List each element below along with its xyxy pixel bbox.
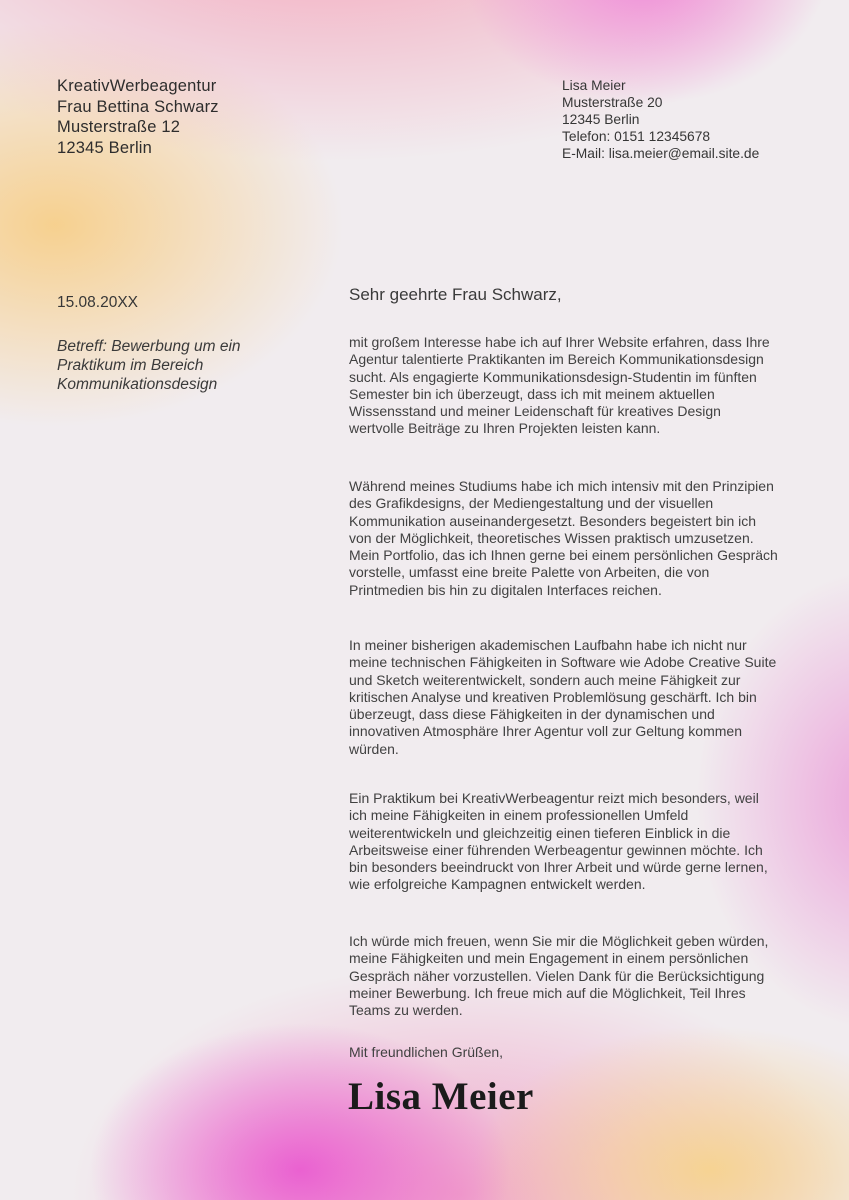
sender-phone: Telefon: 0151 12345678 bbox=[562, 128, 711, 144]
letter-date: 15.08.20XX bbox=[57, 294, 139, 311]
sender-street: Musterstraße 20 bbox=[562, 94, 663, 110]
closing-formula: Mit freundlichen Grüßen, bbox=[349, 1044, 504, 1060]
body-paragraph-1: mit großem Interesse habe ich auf Ihrer Website erfahren, dass Ihre Agentur talentierte Praktikanten im Bereich Kommunikationsdesign sucht. Als engagierte Kommunikationsdesign-Studentin im fünften Semester bin ich überzeugt, dass ich mit meinem aktuellen Wissensstand und meiner Leidenschaft für kreatives Design wertvolle Beiträge zu Ihren Projekten leisten kann. bbox=[349, 334, 770, 437]
recipient-street: Musterstraße 12 bbox=[57, 118, 181, 136]
body-paragraph-4: Ein Praktikum bei KreativWerbeagentur reizt mich besonders, weil ich meine Fähigkeiten in einem professionellen Umfeld weiterentwickeln und gleichzeitig einen tieferen Einblick in die Arbeitsweise einer führenden Werbeagentur gewinnen möchte. Ich bin besonders beeindruckt von Ihrer Arbeit und würde gerne lernen, wie erfolgreiche Kampagnen entwickelt werden. bbox=[349, 790, 768, 893]
subject-line: Betreff: Bewerbung um ein Praktikum im Bereich Kommunikationsdesign bbox=[57, 338, 241, 393]
body-paragraph-5: Ich würde mich freuen, wenn Sie mir die Möglichkeit geben würden, meine Fähigkeiten und mein Engagement in einem persönlichen Gespräch näher vorzustellen. Vielen Dank für die Berücksichtigung meiner Bewerbung. Ich freue mich auf die Möglichkeit, Teil Ihres Teams zu werden. bbox=[349, 933, 769, 1019]
sender-name: Lisa Meier bbox=[562, 78, 626, 93]
sender-email: E-Mail: lisa.meier@email.site.de bbox=[562, 145, 760, 161]
recipient-city: 12345 Berlin bbox=[57, 138, 153, 157]
sender-contact-block bbox=[562, 78, 759, 163]
body-paragraph-2: Während meines Studiums habe ich mich intensiv mit den Prinzipien des Grafikdesigns, der Mediengestaltung und der visuellen Kommunikation auseinandergesetzt. Besonders begeistert bin ich von der Möglichkeit, theoretisches Wissen praktisch umzusetzen. Mein Portfolio, das ich Ihnen gerne bei einem persönlichen Gespräch vorstelle, umfasst eine breite Palette von Arbeiten, die von Printmedien bis hin zu digitalen Interfaces reichen. bbox=[349, 478, 778, 598]
body-paragraph-3: In meiner bisherigen akademischen Laufbahn habe ich nicht nur meine technischen Fähigkeiten in Software wie Adobe Creative Suite und Sketch weiterentwickelt, sondern auch meine Fähigkeit zur kritischen Analyse und kreativen Problemlösung geschärft. Ich bin überzeugt, dass diese Fähigkeiten in der dynamischen und innovativen Atmosphäre Ihrer Agentur voll zur Geltung kommen würden. bbox=[349, 637, 777, 757]
recipient-company: KreativWerbeagentur bbox=[57, 77, 217, 95]
sender-city: 12345 Berlin bbox=[562, 111, 640, 127]
salutation: Sehr geehrte Frau Schwarz, bbox=[349, 285, 562, 304]
recipient-address-block bbox=[57, 76, 219, 158]
recipient-contact-person: Frau Bettina Schwarz bbox=[57, 97, 219, 116]
signature-name: Lisa Meier bbox=[348, 1075, 534, 1118]
